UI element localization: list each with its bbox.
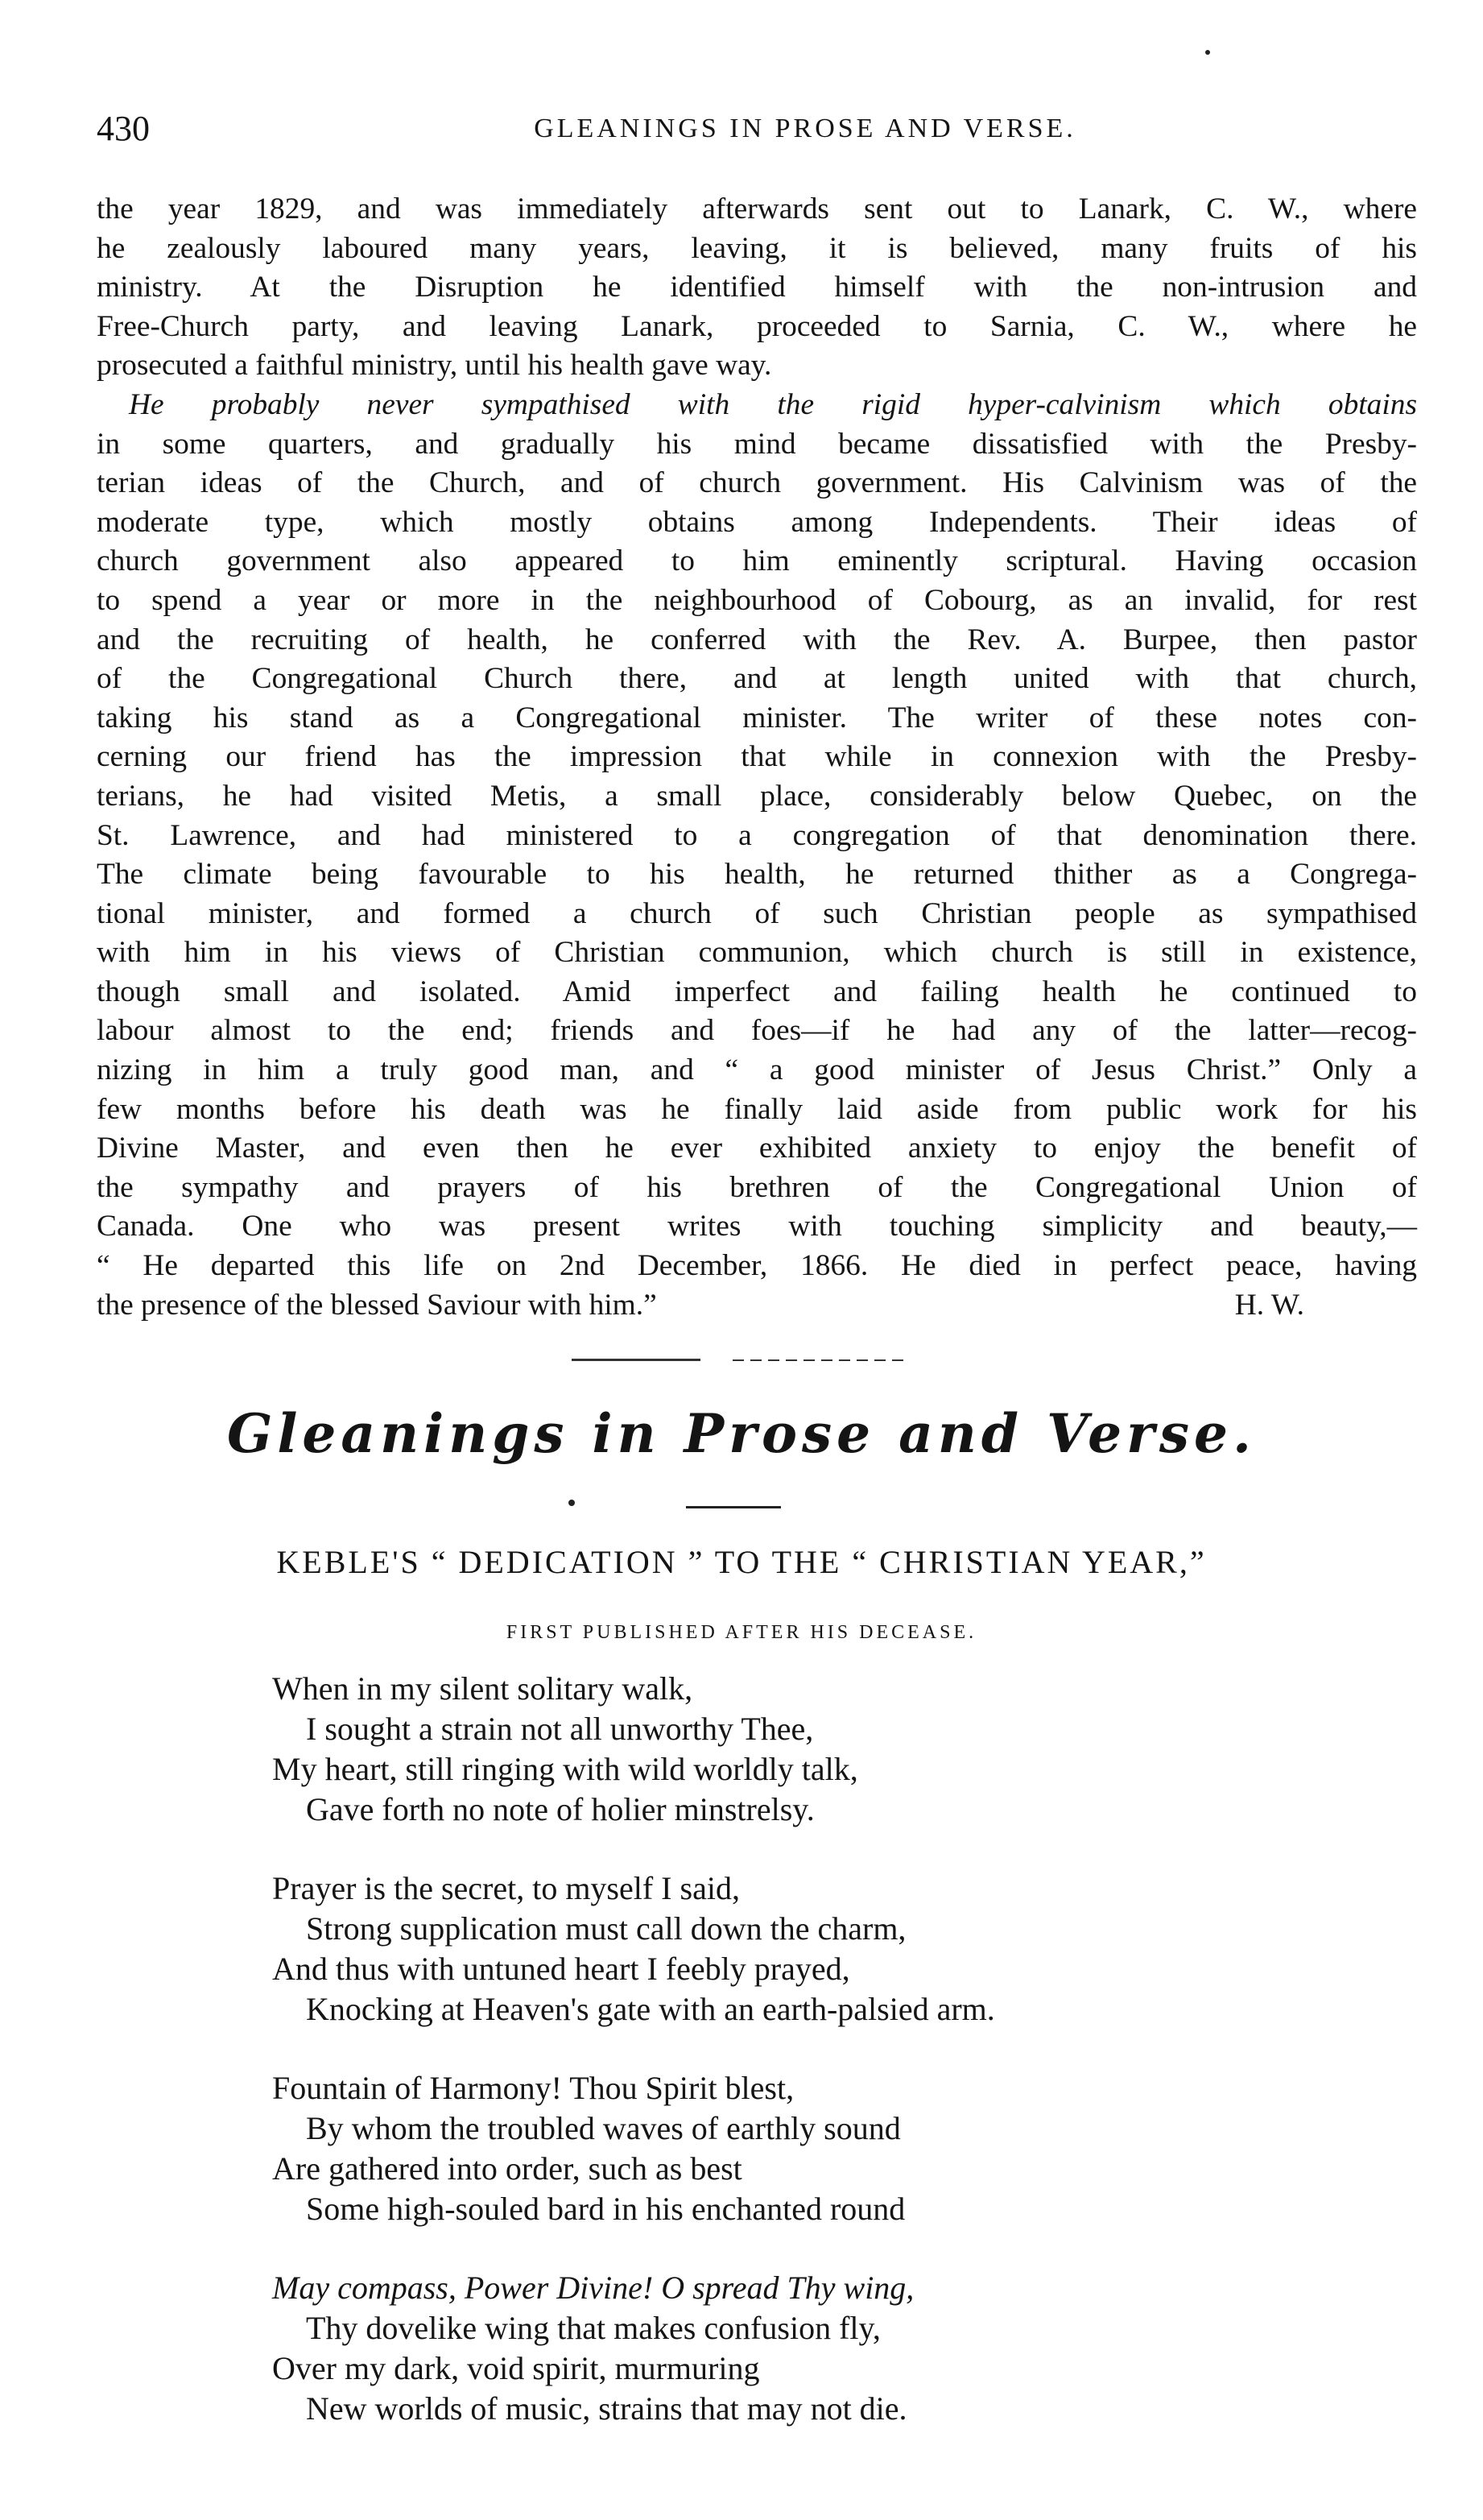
italic-run: He probably never sympathised with the rigid hyper-calvinism which obtains xyxy=(129,387,1417,421)
print-speck xyxy=(1205,50,1210,55)
poem-title: KEBLE'S “ DEDICATION ” TO THE “ CHRISTIAN YEAR,” xyxy=(276,1544,1207,1580)
text-line: in some quarters, and gradually his mind became dissatisfied with the Presby- xyxy=(97,427,1417,461)
poem-line: Are gathered into order, such as best xyxy=(272,2150,742,2187)
poem-line: I sought a strain not all unworthy Thee, xyxy=(306,1711,814,1747)
divider-rule xyxy=(572,1359,700,1361)
poem-line: Thy dovelike wing that makes confusion fly, xyxy=(306,2310,881,2346)
text-line: the sympathy and prayers of his brethren of the Congregational Union of xyxy=(97,1170,1417,1204)
text-line xyxy=(97,386,1417,425)
text-line: labour almost to the end; friends and foes—if he had any of the latter—recog- xyxy=(97,1014,1417,1048)
memoir-text xyxy=(97,190,1417,1325)
poem-line: And thus with untuned heart I feebly prayed, xyxy=(272,1951,850,1987)
poem-line: May compass, Power Divine! O spread Thy wing, xyxy=(272,2270,915,2306)
section-heading: Gleanings in Prose and Verse. xyxy=(226,1402,1257,1465)
text-line xyxy=(97,1286,1417,1326)
page-number: 430 xyxy=(97,109,150,148)
text-line: St. Lawrence, and had ministered to a congregation of that denomination there. xyxy=(97,818,1417,852)
stanza xyxy=(272,1669,1399,1830)
text-line: church government also appeared to him eminently scriptural. Having occasion xyxy=(97,544,1417,578)
section-divider xyxy=(572,1356,910,1364)
poem-line: Some high-souled bard in his enchanted round xyxy=(306,2191,906,2227)
closing-quote-line: the presence of the blessed Saviour with him.” xyxy=(97,1288,657,1322)
poem-line: New worlds of music, strains that may not die. xyxy=(306,2390,907,2427)
poem-line: My heart, still ringing with wild worldly talk, xyxy=(272,1751,858,1787)
poem-line: Gave forth no note of holier minstrelsy. xyxy=(306,1791,815,1827)
text-line: taking his stand as a Congregational minister. The writer of these notes con- xyxy=(97,701,1417,734)
text-line: cerning our friend has the impression that while in connexion with the Presby- xyxy=(97,740,1417,774)
stanza xyxy=(272,2068,1399,2229)
text-line: he zealously laboured many years, leaving, it is believed, many fruits of his xyxy=(97,231,1417,265)
text-line: with him in his views of Christian communion, which church is still in existence, xyxy=(97,936,1417,970)
text-line: to spend a year or more in the neighbourhood of Cobourg, as an invalid, for rest xyxy=(97,583,1417,617)
text-line: prosecuted a faithful ministry, until his health gave way. xyxy=(97,349,772,383)
running-head xyxy=(97,105,1417,153)
text-line: the year 1829, and was immediately afterwards sent out to Lanark, C. W., where xyxy=(97,192,1417,226)
divider-dashes xyxy=(733,1359,910,1361)
poem-body xyxy=(272,1669,1399,2468)
stanza xyxy=(272,1868,1399,2030)
text-line: Canada. One who was present writes with touching simplicity and beauty,— xyxy=(97,1210,1417,1243)
poem-line: Over my dark, void spirit, murmuring xyxy=(272,2350,760,2386)
poem-subtitle: FIRST PUBLISHED AFTER HIS DECEASE. xyxy=(506,1622,977,1643)
text-line: nizing in him a truly good man, and “ a good minister of Jesus Christ.” Only a xyxy=(97,1053,1417,1087)
text-line: “ He departed this life on 2nd December, 1866. He died in perfect peace, having xyxy=(97,1249,1417,1283)
text-line: The climate being favourable to his health, he returned thither as a Congrega- xyxy=(97,858,1417,892)
text-line: tional minister, and formed a church of such Christian people as sympathised xyxy=(97,896,1417,930)
poem-line: By whom the troubled waves of earthly sound xyxy=(306,2110,901,2146)
stanza xyxy=(272,2268,1399,2429)
ornament-dot xyxy=(568,1500,575,1506)
poem-line: Knocking at Heaven's gate with an earth-palsied arm. xyxy=(306,1991,995,2027)
text-line: terian ideas of the Church, and of church government. His Calvinism was of the xyxy=(97,466,1417,500)
text-line: terians, he had visited Metis, a small place, considerably below Quebec, on the xyxy=(97,779,1417,813)
text-line: Divine Master, and even then he ever exhibited anxiety to enjoy the benefit of xyxy=(97,1132,1417,1165)
text-line: ministry. At the Disruption he identified himself with the non-intrusion and xyxy=(97,271,1417,304)
text-line: moderate type, which mostly obtains among Independents. Their ideas of xyxy=(97,505,1417,539)
ornament-rule xyxy=(686,1506,781,1508)
running-title: GLEANINGS IN PROSE AND VERSE. xyxy=(534,114,1076,143)
text-line: of the Congregational Church there, and at length united with that church, xyxy=(97,662,1417,696)
text-line: few months before his death was he finally laid aside from public work for his xyxy=(97,1092,1417,1126)
poem-line: Prayer is the secret, to myself I said, xyxy=(272,1870,740,1906)
poem-line: Fountain of Harmony! Thou Spirit blest, xyxy=(272,2070,795,2106)
text-line: though small and isolated. Amid imperfect and failing health he continued to xyxy=(97,974,1417,1008)
author-signature: H. W. xyxy=(1234,1288,1304,1322)
text-line: and the recruiting of health, he conferred with the Rev. A. Burpee, then pastor xyxy=(97,623,1417,656)
poem-line: When in my silent solitary walk, xyxy=(272,1670,693,1707)
poem-line: Strong supplication must call down the charm, xyxy=(306,1910,907,1947)
text-line: Free-Church party, and leaving Lanark, proceeded to Sarnia, C. W., where he xyxy=(97,309,1417,343)
